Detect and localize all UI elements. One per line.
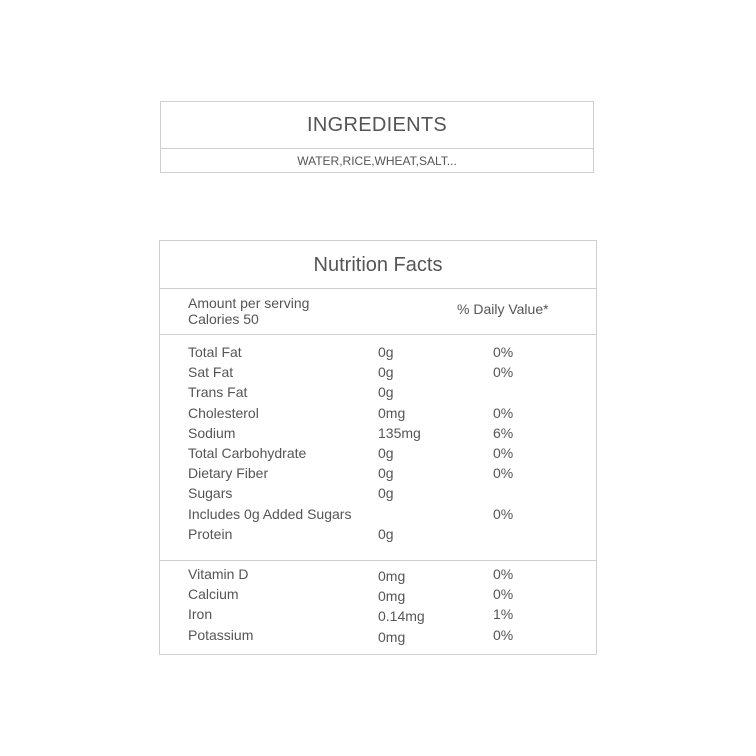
nutrient-name: Sugars — [188, 485, 233, 502]
nutrient-name: Sodium — [188, 424, 236, 441]
ingredients-list: WATER,RICE,WHEAT,SALT... — [297, 154, 457, 168]
nutrient-amount: 0g — [378, 525, 394, 542]
nutrient-daily-value: 0% — [493, 505, 514, 522]
nutrient-name: Sat Fat — [188, 364, 234, 381]
nutrient-name: Dietary Fiber — [188, 465, 269, 482]
nutrition-facts-title: Nutrition Facts — [160, 241, 596, 289]
nutrient-row — [160, 443, 596, 463]
nutrient-name: Iron — [188, 606, 213, 623]
nutrient-amount: 0mg — [378, 404, 406, 421]
nutrient-amount: 0g — [378, 445, 394, 461]
nutrient-row — [160, 604, 596, 624]
nutrient-amount: 0mg — [378, 628, 406, 645]
nutrient-name: Total Fat — [188, 344, 242, 360]
nutrient-row — [160, 382, 596, 402]
nutrient-row — [160, 564, 596, 584]
nutrient-daily-value: 0% — [493, 465, 514, 482]
nutrient-daily-value: 0% — [493, 364, 514, 381]
nutrient-row — [160, 463, 596, 483]
nutrient-row — [160, 403, 596, 423]
nutrient-amount: 0g — [378, 465, 394, 482]
nutrient-amount: 0mg — [378, 588, 406, 605]
amount-per-serving-label: Amount per serving — [188, 295, 310, 311]
nutrient-row — [160, 483, 596, 503]
nutrient-daily-value: 0% — [493, 445, 514, 461]
nutrient-row — [160, 584, 596, 604]
nutrient-name: Cholesterol — [188, 404, 259, 421]
nutrient-amount: 0mg — [378, 568, 406, 584]
nutrient-amount: 0.14mg — [378, 608, 425, 625]
nutrient-daily-value: 0% — [493, 626, 514, 643]
nutrition-facts-panel — [159, 240, 597, 655]
nutrient-daily-value: 0% — [493, 344, 514, 360]
nutrient-name: Total Carbohydrate — [188, 445, 307, 461]
nutrient-name: Potassium — [188, 626, 254, 643]
nutrient-daily-value: 0% — [493, 566, 514, 582]
nutrient-daily-value: 1% — [493, 606, 514, 623]
nutrient-daily-value: 0% — [493, 404, 514, 421]
nutrient-row — [160, 524, 596, 544]
nutrient-row — [160, 342, 596, 362]
nutrient-daily-value: 6% — [493, 424, 514, 441]
calories-label: Calories 50 — [188, 311, 259, 327]
daily-value-header: % Daily Value* — [457, 301, 549, 317]
nutrient-name: Trans Fat — [188, 384, 248, 401]
nutrient-row — [160, 423, 596, 443]
nutrient-name: Includes 0g Added Sugars — [188, 505, 352, 522]
ingredients-panel — [160, 101, 594, 173]
serving-header — [160, 289, 596, 335]
nutrient-row — [160, 362, 596, 382]
nutrient-amount: 0g — [378, 485, 394, 502]
nutrient-amount: 0g — [378, 344, 394, 360]
nutrient-amount: 135mg — [378, 424, 421, 441]
nutrient-amount: 0g — [378, 364, 394, 381]
nutrient-name: Calcium — [188, 586, 239, 603]
nutrient-daily-value: 0% — [493, 586, 514, 603]
nutrient-name: Vitamin D — [188, 566, 249, 582]
vitamin-mineral-section — [160, 561, 596, 654]
ingredients-title: INGREDIENTS — [161, 102, 593, 149]
nutrient-section — [160, 335, 596, 561]
nutrient-row — [160, 504, 596, 524]
nutrient-name: Protein — [188, 525, 233, 542]
nutrient-amount: 0g — [378, 384, 394, 401]
nutrient-row — [160, 625, 596, 645]
